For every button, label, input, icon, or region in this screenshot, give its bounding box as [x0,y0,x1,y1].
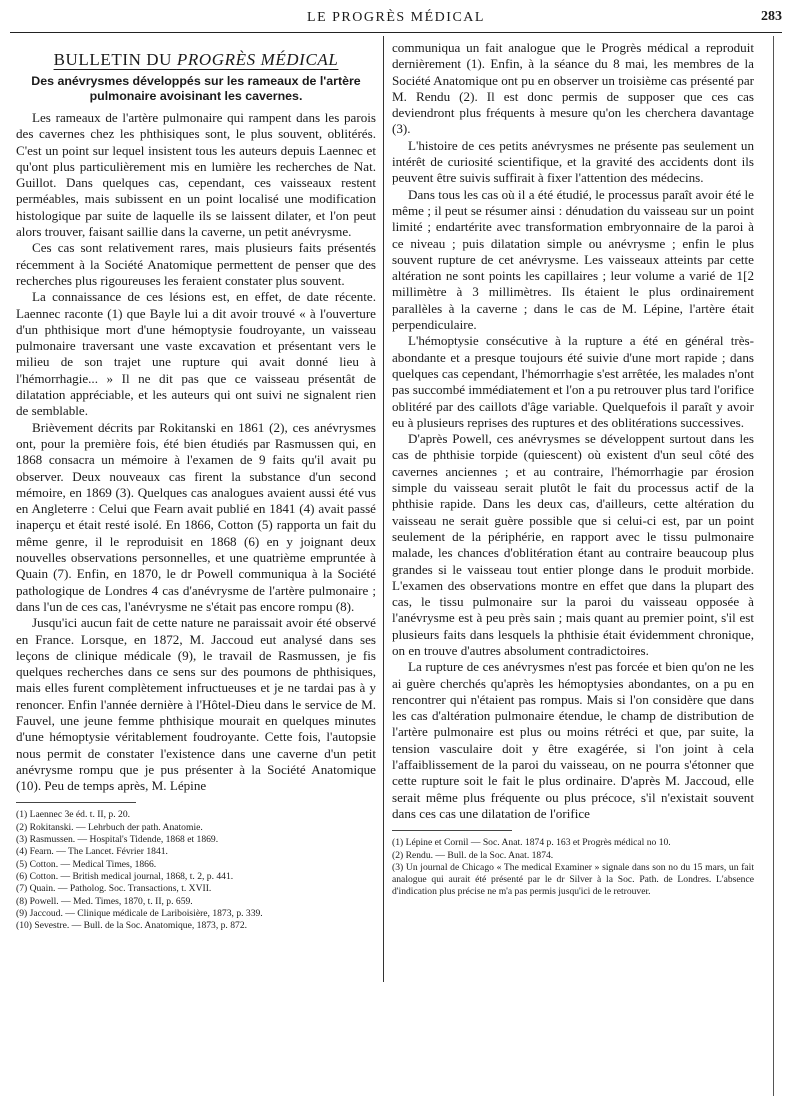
article-title: Des anévrysmes développés sur les rameaux de l'artère pulmonaire avoisinant les cavernes. [31,74,361,103]
paragraph: La rupture de ces anévrysmes n'est pas forcée et bien qu'on ne les ai guère cherchés qu'après les hémoptysies abondantes, on a pu en rencontrer qui n'étaient pas rompus. Mais si l'on considère que dans les cas d'altération pulmonaire étendue, le champ de distribution de l'artère pulmonaire est plus ou moins rétréci et que, par suite, la tension vasculaire doit y être exagérée, si l'on joint à cela l'affaiblissement de la paroi du vaisseau, on ne pourra s'étonner que cette rupture soit le fait le plus ordinaire. D'après M. Jaccoud, elle serait même plus fréquente ou plus précoce, s'il n'existait souvent dans ces cas une dilatation de l'orifice [392,659,754,821]
footnote: (9) Jaccoud. — Clinique médicale de Lariboisière, 1873, p. 339. [16,907,263,919]
running-title: LE PROGRÈS MÉDICAL [307,10,485,25]
footnote: (10) Sevestre. — Bull. de la Soc. Anatomique, 1873, p. 872. [16,920,248,932]
paragraph: La connaissance de ces lésions est, en effet, de date récente. Laennec raconte (1) que Bayle lui a dit avoir trouvé « à l'ouverture d'un phthisique mort d'une hémoptysie foudroyante, un vaisseau pulmonaire traversant une vaste excavation et présentant vers le milieu de son trajet une rupture qui avait donné lieu à l'hémorrhagie... » Il ne dit pas que ce vaisseau présentât de dilatation appréciable, et les auteurs qui ont suivi ne signalent rien de semblable. [16,289,376,419]
footnote: (1) Laennec 3e éd. t. II, p. 20. [16,809,131,821]
footnote: (3) Un journal de Chicago « The medical Examiner » signale dans son no du 15 mars, un fait analogue qui aurait été présenté par le dr Silver à la Soc. Path. de Londres. L'absence d'indication plus précise ne m'a pas permis jusqu'ici de le retrouver. [392,861,754,898]
footnote: (5) Cotton. — Medical Times, 1866. [16,858,157,870]
paragraph: L'histoire de ces petits anévrysmes ne présente pas seulement un intérêt de curiosité scientifique, et la gravité des accidents dont ils peuvent être suivis suffirait à fixer l'attention des médecins. [392,137,754,186]
paragraph: Les rameaux de l'artère pulmonaire qui rampent dans les parois des cavernes chez les phthisiques sont, le plus souvent, oblitérés. C'est un point sur lequel insistent tous les auteurs depuis Laennec et qu'ont plus particulièrement mis en lumière les recherches de Nat. Guillot. Dans quelques cas, cependant, ces vaisseaux restent perméables, mais subissent en un point localisé une modification histologique par suite de laquelle ils se laissent dilater, et l'on peut alors trouver, faisant saillie dans la caverne, un petit anévrysme. [16,110,376,240]
right-margin-rule [773,36,774,1096]
page-header [10,6,782,33]
left-footnotes [16,809,376,932]
footnote-separator [16,802,136,803]
right-column [392,40,754,1092]
footnote-separator [392,830,512,831]
footnote: (8) Powell. — Med. Times, 1870, t. II, p. 659. [16,895,193,907]
footnote: (3) Rasmussen. — Hospital's Tidende, 1868 et 1869. [16,834,219,846]
right-footnotes [392,837,754,898]
paragraph: L'hémoptysie consécutive à la rupture a été en général très-abondante et a presque toujours été suivie d'une mort rapide ; dans quelques cas cependant, l'hémorrhagie s'est arrêtée, les malades n'ont pas succombé immédiatement et l'on a pu retrouver plus tard l'orifice oblitéré par des caillots d'âge variable. Quelquefois il paraît y avoir eu à plusieurs reprises des ruptures et des oblitérations successives. [392,333,754,430]
page-number: 283 [761,9,782,24]
column-divider [383,36,384,982]
footnote: (2) Rokitanski. — Lehrbuch der path. Anatomie. [16,821,203,833]
paragraph: Ces cas sont relativement rares, mais plusieurs faits présentés récemment à la Société Anatomique permettent de penser que des recherches plus rigoureuses les feraient constater plus souvent. [16,240,376,288]
bulletin-title [16,50,376,70]
bulletin-prefix: BULLETIN DU [53,50,177,69]
paragraph: Dans tous les cas où il a été étudié, le processus paraît avoir été le même ; il peut se résumer ainsi : dénudation du vaisseau sur un point limité ; endartérite avec transformation embryonnaire de la paroi à ce niveau ; puis dilatation simple ou anévrysme ; enfin le plus souvent rupture de cet anévrysme. Les vaisseaux atteints par cette altération ne sont points les capillaires ; leur volume a varié de 1[2 millimètre à 3 millimètres. Ils étaient le plus ordinairement parallèles à la caverne ; dans le cas de M. Lépine, l'artère était perpendiculaire. [392,186,754,333]
paragraph: Jusqu'ici aucun fait de cette nature ne paraissait avoir été observé en France. Lorsque, en 1872, M. Jaccoud eut analysé dans ses leçons de clinique médicale (9), le travail de Rasmussen, je fis quelques recherches dans ce sens sur des poumons de phthisiques, mais elles furent complètement infructueuses et je ne tardai pas à y renoncer. Enfin l'année dernière à l'Hôtel-Dieu dans le service de M. Fauvel, une jeune femme phthisique mourait en quelques minutes d'une hémoptysie véritablement foudroyante. Cette fois, l'autopsie nous permit de constater l'existence dans une caverne d'un petit anévrysme rompu que je pus présenter à la Société Anatomique (10). Peu de temps après, M. Lépine [16,615,376,794]
footnote: (1) Lépine et Cornil — Soc. Anat. 1874 p. 163 et Progrès médical no 10. [392,837,671,849]
footnote: (4) Fearn. — The Lancet. Février 1841. [16,846,168,858]
paragraph: Brièvement décrits par Rokitanski en 1861 (2), ces anévrysmes ont, pour la première fois, été bien étudiés par Rasmussen qui, en 1868 consacra un mémoire à l'examen de 9 faits qu'il avait pu observer. Deux nouveaux cas firent la substance d'un second mémoire, en 1869 (3). Quelques cas analogues avaient aussi été vus en Angleterre : Celui que Fearn avait publié en 1841 (4) avait passé inaperçu et était resté isolé. En 1866, Cotton (5) rapporta un fait du même genre, il le reproduisit en 1868 (6) en y joignant deux nouvelles observations personnelles, et une quatrième empruntée à Quain (7). Enfin, en 1870, le dr Powell communiqua à la Société pathologique de Londres 4 cas d'anévrysme de l'artère pulmonaire ; dans l'un de ces cas, l'anévrysme ne s'était pas encore rompu (8). [16,419,376,614]
paragraph: communiqua un fait analogue que le Progrès médical a reproduit dernièrement (1). Enfin, à la séance du 8 mai, les membres de la Société Anatomique ont pu en observer un troisième cas présenté par M. Rendu (2). Il est donc permis de supposer que ces cas deviendront plus fréquents à mesure qu'on les cherchera davantage (3). [392,40,754,137]
left-column [16,40,376,1092]
footnote: (2) Rendu. — Bull. de la Soc. Anat. 1874. [392,849,554,861]
footnote: (6) Cotton. — British medical journal, 1868, t. 2, p. 441. [16,870,234,882]
paragraph: D'après Powell, ces anévrysmes se développent surtout dans les cas de phthisie torpide (quiescent) où existent d'un seul côté des cavernes anciennes ; et au contraire, l'hémorrhagie par érosion simple du vaisseau serait plutôt le fait du processus actif de la phthisie rapide. Dans les deux cas, d'ailleurs, cette altération du vaisseau ne serait guère possible que si celui-ci est, par un point seulement de la périphérie, en rapport avec le tissu pulmonaire malade, les chances d'oblitération étant au contraire beaucoup plus grandes si le vaisseau tout entier plonge dans le produit morbide. L'examen des observations montre en effet que dans la plupart des cas, le tissu pulmonaire sur la paroi du vaisseau opposée à l'anévrysme est à peu près sain ; mais quant au premier point, s'il est plusieurs faits dans lesquels la phthisie était évidemment chronique, on en trouve d'autres absolument contradictoires. [392,431,754,658]
footnote: (7) Quain. — Patholog. Soc. Transactions, t. XVII. [16,883,212,895]
bulletin-journal: PROGRÈS MÉDICAL [176,50,339,69]
